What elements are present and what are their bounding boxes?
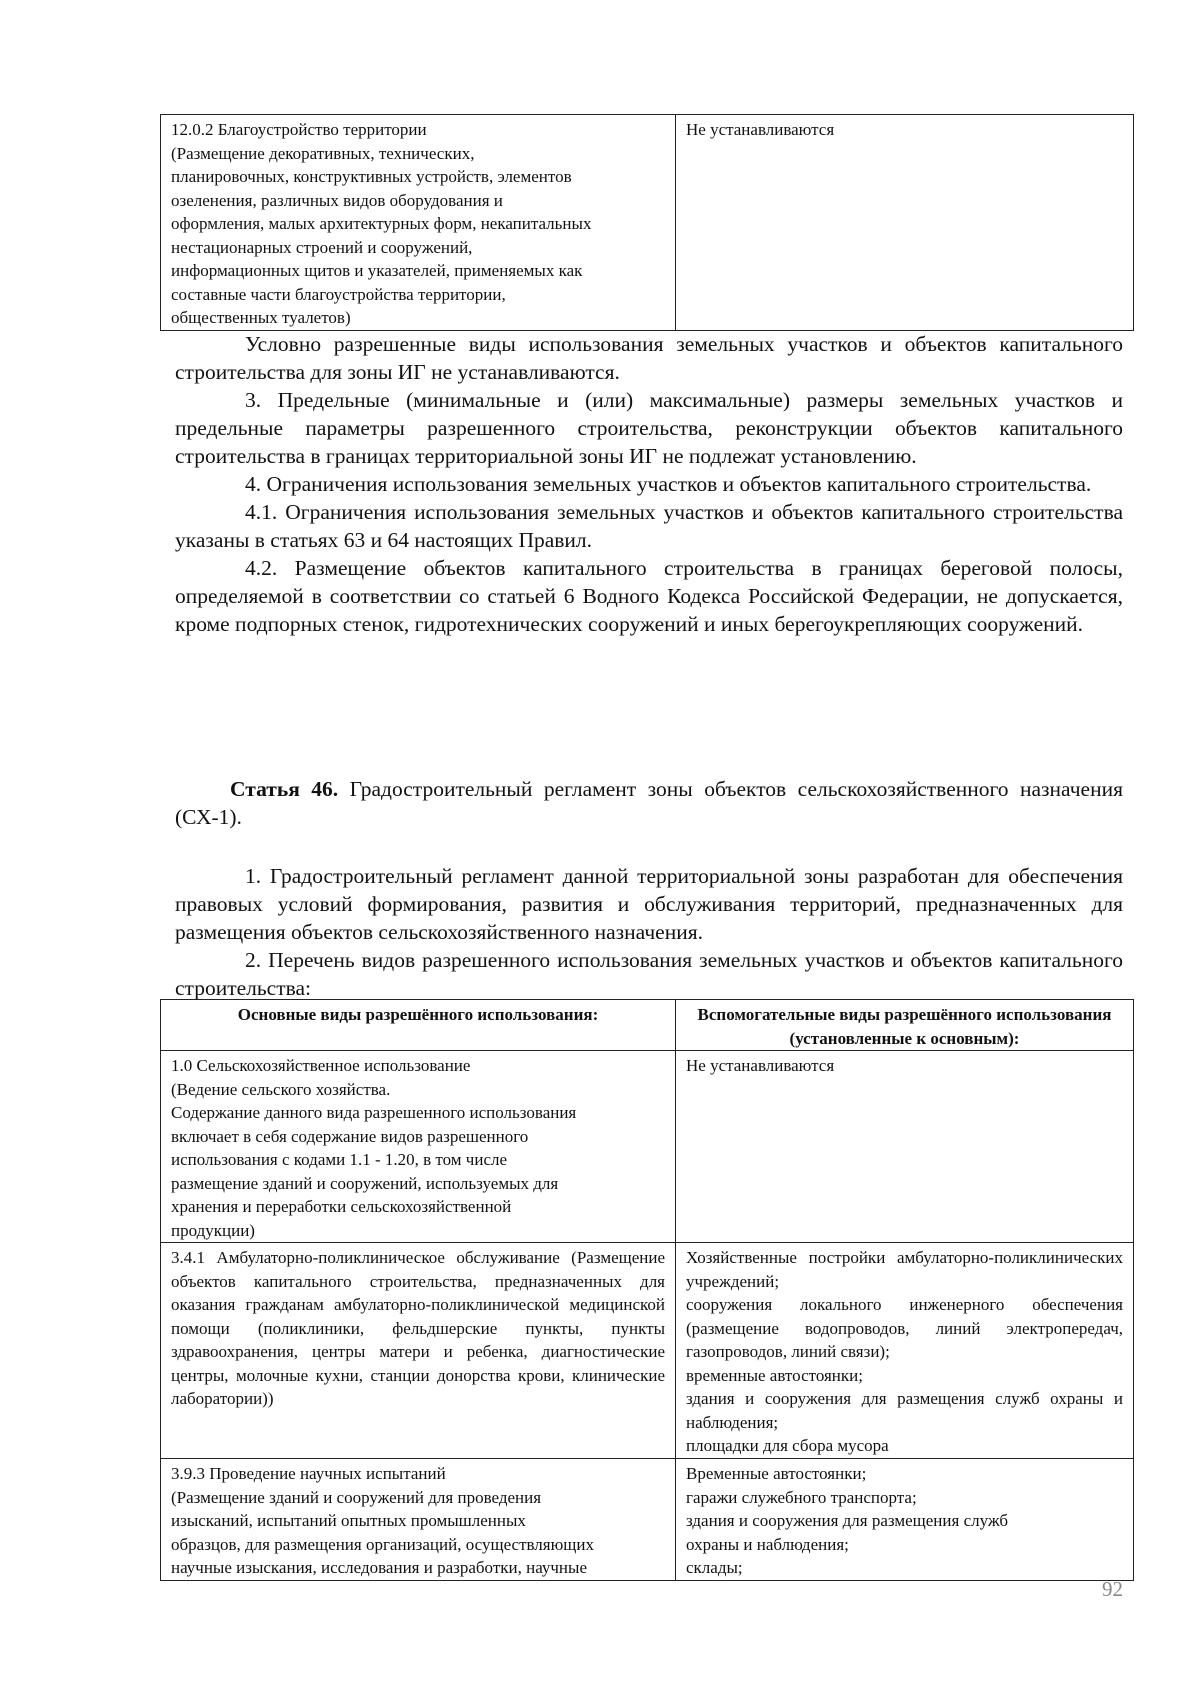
article-title: Градостроительный регламент зоны объектов сельскохозяйственного назначения (СХ-1). — [175, 777, 1123, 829]
cell-line: здания и сооружения для размещения служб охраны и наблюдения; — [686, 1389, 1123, 1432]
paragraph: 2. Перечень видов разрешенного использования земельных участков и объектов капитального строительства: — [175, 948, 1123, 1000]
cell-line: образцов, для размещения организаций, осуществляющих — [171, 1534, 594, 1554]
cell-line: временные автостоянки; — [686, 1365, 863, 1385]
cell-line: изысканий, испытаний опытных промышленных — [171, 1511, 526, 1530]
cell-line: склады; — [686, 1558, 743, 1577]
cell-line: здания и сооружения для размещения служб — [686, 1511, 1009, 1530]
paragraph: 1. Градостроительный регламент данной территориальной зоны разработан для обеспечения правовых условий формирования, развития и обслуживания территорий, предназначенных для размещения объектов сельскохозяйственного назначения. — [175, 864, 1123, 944]
cell-line: (Размещение зданий и сооружений для проведения — [171, 1487, 542, 1507]
paragraph: 3. Предельные (минимальные и (или) максимальные) размеры земельных участков и предельные параметры разрешенного строительства, реконструкции объектов капитального строительства в границах территориальной зоны ИГ не подлежат установлению. — [175, 388, 1123, 468]
table-cell-use — [161, 1051, 676, 1243]
cell-line: размещение зданий и сооружений, используемых для — [171, 1173, 559, 1193]
header-main-uses: Основные виды разрешённого использования: — [161, 1000, 676, 1051]
cell-line: гаражи служебного транспорта; — [686, 1487, 917, 1507]
section-text-2 — [175, 862, 1123, 1002]
cell-line: научные изыскания, исследования и разработки, научные — [171, 1558, 588, 1577]
table-header-row — [161, 1000, 1134, 1051]
page-number: 92 — [1102, 1577, 1123, 1601]
paragraph: 4.2. Размещение объектов капитального строительства в границах береговой полосы, определяемой в соответствии со статьей 6 Водного Кодекса Российской Федерации, не допускается, кроме подпорных стенок, гидротехнических сооружений и иных берегоукрепляющих сооружений. — [175, 556, 1123, 636]
cell-line: включает в себя содержание видов разрешенного — [171, 1126, 529, 1146]
table-cell-use — [161, 1459, 676, 1581]
table-row — [161, 1243, 1134, 1459]
cell-line: озеленения, различных видов оборудования и — [171, 190, 503, 210]
table-cell-use — [161, 115, 676, 331]
cell-line: планировочных, конструктивных устройств, элементов — [171, 167, 572, 186]
cell-line: продукции) — [171, 1220, 255, 1240]
header-auxiliary-uses: Вспомогательные виды разрешённого использования (установленные к основным): — [676, 1000, 1134, 1051]
cell-line: составные части благоустройства территории, — [171, 284, 506, 304]
cell-line: информационных щитов и указателей, применяемых как — [171, 261, 583, 280]
section-text-1 — [175, 330, 1123, 638]
cell-line: общественных туалетов) — [171, 308, 351, 327]
cell-line: (Размещение декоративных, технических, — [171, 143, 475, 163]
cell-line: оформления, малых архитектурных форм, некапитальных — [171, 214, 592, 233]
cell-line: площадки для сбора мусора — [686, 1436, 889, 1455]
permitted-uses-table-continued — [160, 114, 1134, 331]
cell-line: Не устанавливаются — [686, 1056, 835, 1075]
cell-line: Временные автостоянки; — [686, 1464, 867, 1483]
table-row — [161, 115, 1134, 331]
table-row — [161, 1459, 1134, 1581]
table-cell-use: 3.4.1 Амбулаторно-поликлиническое обслуживание (Размещение объектов капитального строительства, предназначенных для оказания гражданам амбулаторно-поликлинической медицинской помощи (поликлиники, фельдшерские пункты, пункты здравоохранения, центры матери и ребенка, диагностические центры, молочные кухни, станции донорства крови, клинические лаборатории)) — [161, 1243, 676, 1459]
table-cell-aux — [676, 1243, 1134, 1459]
cell-line: охраны и наблюдения; — [686, 1534, 849, 1554]
article-heading — [175, 775, 1123, 831]
cell-line: 3.9.3 Проведение научных испытаний — [171, 1464, 446, 1483]
permitted-uses-table — [160, 999, 1134, 1581]
paragraph: 4. Ограничения использования земельных участков и объектов капитального строительства. — [245, 472, 1092, 496]
cell-line: (Ведение сельского хозяйства. — [171, 1079, 391, 1099]
article-label: Статья 46. — [230, 777, 339, 801]
paragraph: Условно разрешенные виды использования земельных участков и объектов капитального строительства для зоны ИГ не устанавливаются. — [175, 332, 1123, 384]
cell-line: нестационарных строений и сооружений, — [171, 237, 473, 257]
cell-line: Содержание данного вида разрешенного использования — [171, 1103, 577, 1122]
table-cell-aux — [676, 1459, 1134, 1581]
table-row — [161, 1051, 1134, 1243]
cell-line: хранения и переработки сельскохозяйственной — [171, 1197, 512, 1216]
table-cell-aux — [676, 1051, 1134, 1243]
cell-line: 12.0.2 Благоустройство территории — [171, 120, 427, 139]
cell-line: Хозяйственные постройки амбулаторно-поликлинических учреждений; — [686, 1248, 1123, 1291]
table-cell-aux — [676, 115, 1134, 331]
cell-line: Не устанавливаются — [686, 120, 835, 139]
paragraph: 4.1. Ограничения использования земельных участков и объектов капитального строительства указаны в статьях 63 и 64 настоящих Правил. — [175, 500, 1123, 552]
cell-line: сооружения локального инженерного обеспечения (размещение водопроводов, линий электропередач, газопроводов, линий связи); — [686, 1295, 1123, 1361]
cell-line: 1.0 Сельскохозяйственное использование — [171, 1056, 471, 1075]
cell-line: использования с кодами 1.1 - 1.20, в том числе — [171, 1150, 508, 1169]
